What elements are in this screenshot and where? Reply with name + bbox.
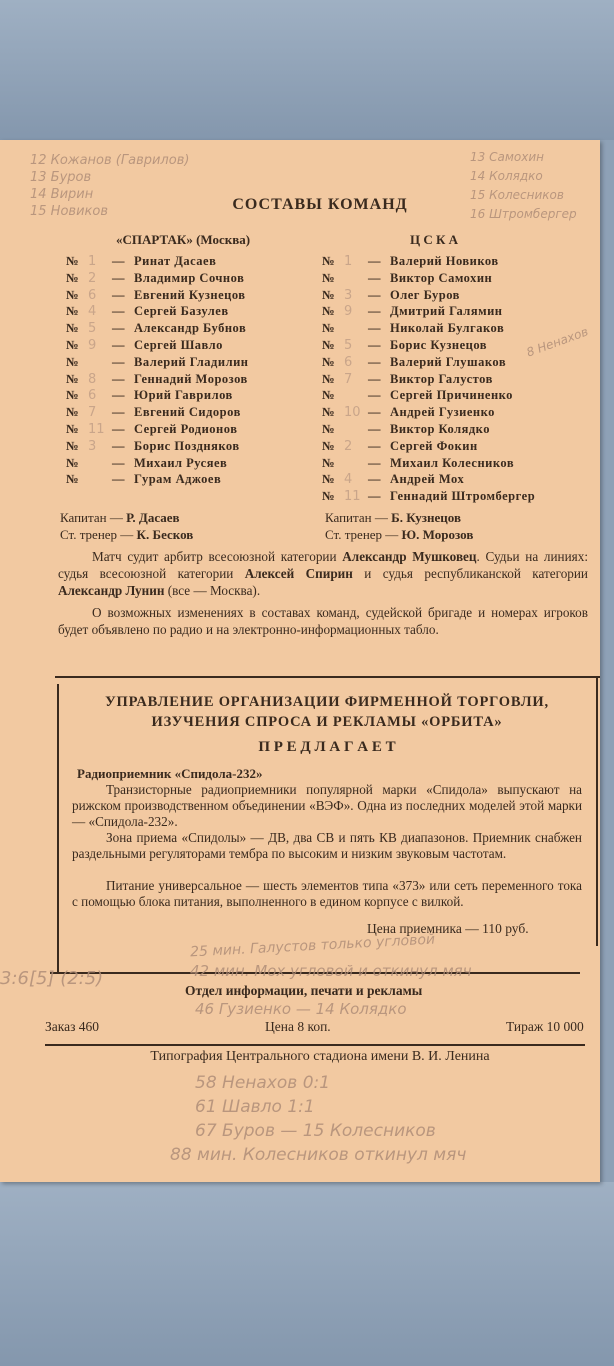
handwritten-number: 6 [88, 287, 97, 303]
dash: — [368, 287, 381, 302]
handwritten-number: 4 [88, 304, 97, 320]
player-number-sign: № [66, 472, 79, 487]
value: К. Бесков [136, 527, 194, 542]
hand-note: 67 Буров — 15 Колесников [195, 1121, 436, 1141]
handwritten-number: 1 [88, 254, 97, 269]
dash: — [368, 455, 381, 470]
label: Ст. тренер — [325, 527, 399, 542]
hand-note: 46 Гузиенко — 14 Колядко [195, 1000, 407, 1018]
order-number: Заказ 460 [45, 1019, 100, 1034]
value: Р. Дасаев [126, 510, 180, 525]
page-title: СОСТАВЫ КОМАНД [232, 196, 408, 213]
player-name: Валерий Гладилин [134, 354, 249, 369]
changes-paragraph: О возможных изменениях в составах команд, судейской бригаде и номерах игроков будет объявлено по радио и на электронно-информационных табло. [58, 605, 588, 637]
player-name: Борис Поздняков [134, 438, 240, 453]
background-fabric-top [0, 0, 614, 140]
label: Капитан — [325, 510, 388, 525]
ad-price: Цена приемника — 110 руб. [367, 921, 529, 936]
player-number-sign: № [322, 405, 335, 420]
dash: — [112, 338, 125, 352]
player-name: Михаил Колесников [390, 455, 515, 470]
player-name: Андрей Гузиенко [390, 405, 495, 420]
player-name: Евгений Сидоров [134, 405, 241, 420]
dash: — [112, 254, 125, 268]
hand-score: 3:6[5] (2:5) [0, 968, 104, 989]
dash: — [368, 354, 381, 369]
handwritten-side-note: 8 Ненахов [524, 324, 591, 360]
handwritten-number: 10 [344, 405, 361, 421]
handwritten-number: 6 [88, 388, 97, 404]
dash: — [112, 371, 125, 386]
player-name: Гурам Аджоев [134, 472, 222, 487]
player-number-sign: № [322, 472, 335, 487]
player-number-sign: № [322, 304, 335, 319]
dash: — [368, 304, 381, 319]
hand-note: 15 Колесников [470, 188, 564, 202]
dash: — [112, 405, 125, 420]
player-name: Александр Бубнов [134, 321, 247, 336]
player-number-sign: № [66, 254, 79, 268]
player-name: Валерий Глушаков [390, 354, 507, 369]
player-name: Сергей Шавло [134, 338, 223, 352]
handwritten-number: 7 [344, 371, 353, 387]
printer: Типография Центрального стадиона имени В. И. Ленина [150, 1049, 490, 1064]
team1-coach [60, 527, 193, 543]
handwritten-number: 7 [88, 405, 97, 421]
t: Александр Лунин [58, 582, 165, 598]
player-number-sign: № [322, 489, 335, 504]
t: Александр Мушковец [342, 549, 477, 564]
dash: — [112, 422, 125, 436]
player-number-sign: № [66, 354, 79, 369]
ad-box-top [55, 676, 600, 678]
player-number-sign: № [66, 422, 79, 436]
ad-product: Радиоприемник «Спидола-232» [77, 766, 263, 781]
player-name: Ринат Дасаев [134, 254, 217, 268]
handwritten-number: 5 [344, 338, 353, 353]
t: . Судьи на линиях: судья всесоюзной категории [58, 549, 588, 581]
player-number-sign: № [322, 371, 335, 386]
team2-coach [325, 527, 473, 543]
player-name: Виктор Колядко [390, 422, 490, 436]
handwritten-number: 1 [344, 254, 353, 269]
player-number-sign: № [322, 388, 335, 403]
handwritten-number: 9 [88, 338, 97, 353]
dash: — [368, 371, 381, 386]
label: Капитан — [60, 510, 123, 525]
dash: — [368, 321, 381, 336]
handwritten-number: 4 [344, 472, 353, 488]
player-name: Сергей Причиненко [390, 388, 513, 403]
player-number-sign: № [66, 438, 79, 453]
player-name: Николай Булгаков [390, 321, 505, 336]
dash: — [368, 254, 381, 268]
t: и судья республиканской категории [352, 565, 588, 581]
hand-note: 88 мин. Колесников откинул мяч [170, 1145, 467, 1165]
hand-note: 14 Вирин [30, 187, 94, 202]
player-number-sign: № [322, 338, 335, 352]
team1-captain [60, 510, 180, 526]
department: Отдел информации, печати и рекламы [185, 983, 423, 998]
dash: — [112, 354, 125, 369]
label: Ст. тренер — [60, 527, 134, 542]
dash: — [112, 270, 125, 285]
player-name: Сергей Базулев [134, 304, 229, 319]
player-name: Юрий Гаврилов [134, 388, 233, 403]
handwritten-number: 11 [344, 489, 361, 505]
handwritten-number: 3 [88, 438, 97, 454]
hand-note: 58 Ненахов 0:1 [195, 1073, 331, 1093]
player-name: Валерий Новиков [390, 254, 499, 268]
dash: — [368, 405, 381, 420]
dash: — [112, 321, 125, 336]
player-name: Михаил Русяев [134, 455, 228, 470]
dash: — [368, 472, 381, 487]
team2-captain [325, 510, 461, 526]
player-name: Владимир Сочнов [134, 270, 245, 285]
dash: — [112, 304, 125, 319]
hand-note: 13 Самохин [470, 150, 544, 164]
ad-paragraph-1: Транзисторные радиоприемники популярной марки «Спидола» выпускают на рижском производственном объединении «ВЭФ». Одна из последних моделей этой марки — «Спидола-232». [72, 782, 582, 829]
player-number-sign: № [322, 321, 335, 336]
player-number-sign: № [322, 254, 335, 268]
dash: — [368, 438, 381, 453]
background-fabric-bottom [0, 1182, 614, 1366]
handwritten-number: 6 [344, 354, 353, 370]
team2-name: Ц С К А [410, 232, 459, 247]
player-number-sign: № [66, 455, 79, 470]
hand-note: 61 Шавло 1:1 [195, 1097, 315, 1117]
hand-note: 15 Новиков [30, 204, 108, 219]
price: Цена 8 коп. [265, 1019, 331, 1034]
hand-note: 12 Кожанов (Гаврилов) [30, 153, 190, 168]
player-name: Евгений Кузнецов [134, 287, 246, 302]
player-name: Сергей Родионов [134, 422, 238, 436]
hand-note: 16 Штромбергер [470, 207, 577, 221]
dash: — [368, 338, 381, 352]
print-run: Тираж 10 000 [506, 1019, 584, 1034]
player-number-sign: № [66, 405, 79, 420]
hand-note: 42 мин. Мох угловой и откинул мяч [190, 962, 472, 980]
t: Алексей Спирин [244, 565, 353, 581]
hand-note: 25 мин. Галустов только угловой [189, 931, 436, 961]
dash: — [112, 287, 125, 302]
hand-note: 13 Буров [30, 170, 92, 185]
handwritten-number: 8 [88, 371, 97, 387]
player-number-sign: № [322, 422, 335, 436]
ad-org-line2: ИЗУЧЕНИЯ СПРОСА И РЕКЛАМЫ «ОРБИТА» [151, 714, 503, 730]
player-name: Дмитрий Галямин [390, 304, 503, 319]
handwritten-number: 9 [344, 304, 353, 320]
dash: — [368, 388, 381, 403]
player-number-sign: № [66, 338, 79, 352]
player-number-sign: № [66, 321, 79, 336]
dash: — [368, 422, 381, 436]
dash: — [368, 270, 381, 285]
dash: — [112, 472, 125, 487]
player-name: Андрей Мох [390, 472, 465, 487]
player-number-sign: № [66, 304, 79, 319]
player-number-sign: № [322, 287, 335, 302]
value: Ю. Морозов [401, 527, 474, 542]
player-name: Виктор Галустов [390, 371, 493, 386]
team1-name: «СПАРТАК» (Москва) [116, 232, 251, 247]
player-number-sign: № [322, 270, 335, 285]
player-name: Геннадий Штромбергер [390, 489, 536, 504]
player-name: Сергей Фокин [390, 438, 478, 453]
dash: — [112, 388, 125, 403]
player-name: Виктор Самохин [390, 270, 493, 285]
dash: — [112, 455, 125, 470]
player-number-sign: № [322, 354, 335, 369]
player-number-sign: № [66, 270, 79, 285]
referee-paragraph [58, 549, 588, 599]
t: Матч судит арбитр всесоюзной категории [92, 549, 343, 564]
ad-paragraph-3: Питание универсальное — шесть элементов типа «373» или сеть переменного тока с помощью блока питания, выполненного в едином корпусе с вилкой. [72, 878, 582, 909]
handwritten-number: 5 [88, 321, 97, 337]
player-number-sign: № [322, 455, 335, 470]
ad-org-line1: УПРАВЛЕНИЕ ОРГАНИЗАЦИИ ФИРМЕННОЙ ТОРГОВЛИ, [105, 694, 549, 710]
footer-rule [45, 1044, 585, 1046]
player-name: Олег Буров [390, 287, 460, 302]
dash: — [368, 489, 381, 504]
player-name: Геннадий Морозов [134, 371, 248, 386]
hand-note: 14 Колядко [470, 169, 543, 183]
player-number-sign: № [66, 287, 79, 302]
value: Б. Кузнецов [391, 510, 461, 525]
dash: — [112, 438, 125, 453]
handwritten-number: 2 [344, 438, 353, 454]
player-number-sign: № [322, 438, 335, 453]
player-name: Борис Кузнецов [390, 338, 488, 352]
handwritten-number: 2 [88, 270, 97, 286]
handwritten-number: 3 [344, 287, 353, 303]
t: (все — Москва). [164, 582, 261, 598]
player-number-sign: № [66, 388, 79, 403]
ad-offers: П Р Е Д Л А Г А Е Т [258, 739, 396, 755]
handwritten-number: 11 [88, 422, 105, 437]
player-number-sign: № [66, 371, 79, 386]
ad-paragraph-2: Зона приема «Спидолы» — ДВ, два СВ и пять КВ диапазонов. Приемник снабжен раздельными регуляторами тембра по высоким и низким звуковым частотам. [72, 830, 582, 861]
